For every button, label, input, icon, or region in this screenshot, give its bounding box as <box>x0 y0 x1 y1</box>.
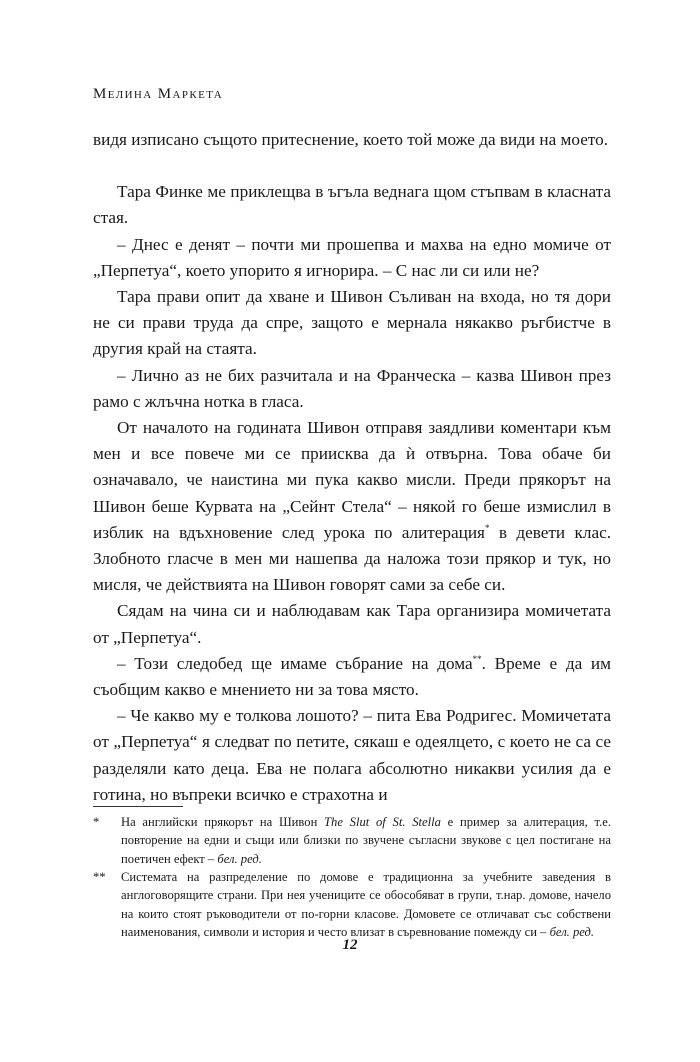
paragraph: – Лично аз не бих разчитала и на Франческа – казва Шивон през рамо с жлъчна нотка в гласа. <box>93 365 611 411</box>
paragraph-text: в девети клас. Злобното гласче в мен ми нашепва да наложа този прякор и тук, но мисля, че действията на Шивон говорят сами за себе си. <box>93 522 611 595</box>
footnote-text <box>121 868 611 941</box>
body-text <box>93 127 611 808</box>
footnote-text <box>121 813 611 868</box>
paragraph <box>93 415 611 598</box>
footnote-text-part: На английски прякорът на Шивон <box>121 815 325 829</box>
footnote-editor-note: бел. ред. <box>549 924 595 939</box>
footnote-text-part: е пример за алитерация, т.е. повторение на едни и същи или близки по звучене съгласни звукове с цел постигане на поетичен ефект – <box>121 815 611 866</box>
footnote-text-part: Системата на разпределение по домове е традиционна за учебните заведения в англоговорящите страни. При нея учениците се обособяват в групи, т.нар. домове, начело на които стоят ръководители от по-горни класове. Домовете се отличават със собствени наименования, символи и история и често влизат в съревнование помежду си – <box>121 870 611 939</box>
footnote-italic-title: The Slut of St. Stella <box>324 815 441 829</box>
paragraph-text: – Този следобед ще имаме събрание на дома <box>117 653 473 673</box>
paragraph: – Че какво му е толкова лошото? – пита Ева Родригес. Момичетата от „Перпетуа“ я следват по петите, сякаш е одеялцето, с което не са се разделяли като деца. Ева не полага абсолютно никакви усилия да е готина, но въпреки всичко е страхотна и <box>93 706 611 804</box>
footnote-mark: ** <box>93 870 106 884</box>
footnote-ref[interactable]: * <box>484 522 490 533</box>
footnote <box>93 868 611 941</box>
paragraph-text: От началото на годината Шивон отправя заядливи коментари към мен и все повече ми се приисква да ѝ отвърна. Това обаче би означавало, че наистина ми пука какво мисли. Преди прякорът на Шивон беше Курвата на „Сейнт Стела“ – някой го беше измислил в изблик на вдъхновение след урока по алитерация <box>93 418 611 542</box>
footnote-divider <box>93 806 183 807</box>
footnote-mark: * <box>93 815 100 829</box>
paragraph-text: . Време е да им съобщим какво е мнението ни за това място. <box>93 653 611 700</box>
paragraph <box>93 651 611 703</box>
footnote-editor-note: бел. ред. <box>217 851 262 866</box>
paragraph: Тара Финке ме приклещва в ъгъла веднага щом стъпвам в класната стая. <box>93 182 611 228</box>
paragraph: Тара прави опит да хване и Шивон Съливан на входа, но тя дори не си прави труда да спре, защото е мернала някакво ръгбистче в другия край на стаята. <box>93 287 611 359</box>
page-number: 12 <box>342 937 358 953</box>
footnote <box>93 813 611 868</box>
paragraph: видя изписано същото притеснение, което той може да види на моето. <box>93 130 609 149</box>
paragraph: Сядам на чина си и наблюдавам как Тара организира момичетата от „Перпетуа“. <box>93 601 611 647</box>
running-head: Мелина Маркета <box>93 86 224 102</box>
paragraph: – Днес е денят – почти ми прошепва и махва на едно момиче от „Перпетуа“, което упорито я игнорира. – С нас ли си или не? <box>93 234 611 280</box>
footnote-ref[interactable]: ** <box>472 653 482 664</box>
